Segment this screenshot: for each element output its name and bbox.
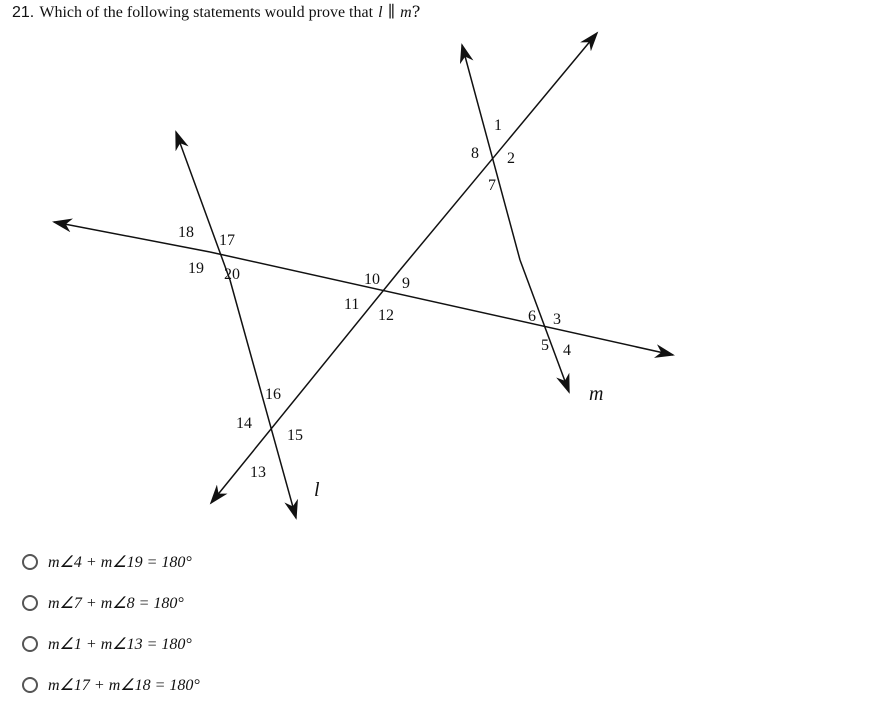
angle-label-6: 6 xyxy=(528,308,536,325)
angle-label-19: 19 xyxy=(188,260,204,277)
angle-label-10: 10 xyxy=(364,271,380,288)
transversal-horizontal-right xyxy=(210,252,673,355)
line-m-lower xyxy=(520,260,569,392)
radio-button[interactable] xyxy=(22,595,38,611)
option-3[interactable] xyxy=(22,632,200,656)
angle-label-5: 5 xyxy=(541,337,549,354)
transversal-diagonal-upper xyxy=(400,33,597,270)
angle-label-11: 11 xyxy=(344,296,360,313)
question-number: 21. xyxy=(12,4,35,21)
transversal-diagonal-lower xyxy=(211,270,400,503)
question-prompt: Which of the following statements would prove that xyxy=(39,4,374,21)
angle-label-17: 17 xyxy=(219,232,235,249)
angle-label-18: 18 xyxy=(178,224,194,241)
line-label-l: l xyxy=(314,479,320,501)
angle-label-1: 1 xyxy=(494,117,502,134)
option-4[interactable] xyxy=(22,673,200,697)
radio-button[interactable] xyxy=(22,554,38,570)
question-mark: ? xyxy=(411,2,421,21)
option-1[interactable] xyxy=(22,550,200,574)
angle-label-13: 13 xyxy=(250,464,266,481)
answer-options xyxy=(22,550,200,714)
line-label-m: m xyxy=(589,383,604,405)
option-label: m∠17 + m∠18 = 180° xyxy=(48,677,200,694)
var-l: l xyxy=(378,4,383,21)
option-2[interactable] xyxy=(22,591,200,615)
angle-label-8: 8 xyxy=(471,145,479,162)
var-m: m xyxy=(400,4,412,21)
radio-button[interactable] xyxy=(22,636,38,652)
option-label: m∠4 + m∠19 = 180° xyxy=(48,554,192,571)
parallel-symbol: ∥ xyxy=(387,2,396,21)
line-l-upper xyxy=(176,132,230,280)
angle-label-16: 16 xyxy=(265,386,281,403)
line-l-lower xyxy=(230,280,296,518)
angle-label-3: 3 xyxy=(553,311,561,328)
angle-label-9: 9 xyxy=(402,275,410,292)
angle-label-15: 15 xyxy=(287,427,303,444)
angle-label-4: 4 xyxy=(563,342,571,359)
option-label: m∠1 + m∠13 = 180° xyxy=(48,636,192,653)
radio-button[interactable] xyxy=(22,677,38,693)
angle-label-20: 20 xyxy=(224,266,240,283)
angle-label-14: 14 xyxy=(236,415,252,432)
angle-label-7: 7 xyxy=(488,177,496,194)
option-label: m∠7 + m∠8 = 180° xyxy=(48,595,184,612)
angle-label-2: 2 xyxy=(507,150,515,167)
angle-label-12: 12 xyxy=(378,307,394,324)
